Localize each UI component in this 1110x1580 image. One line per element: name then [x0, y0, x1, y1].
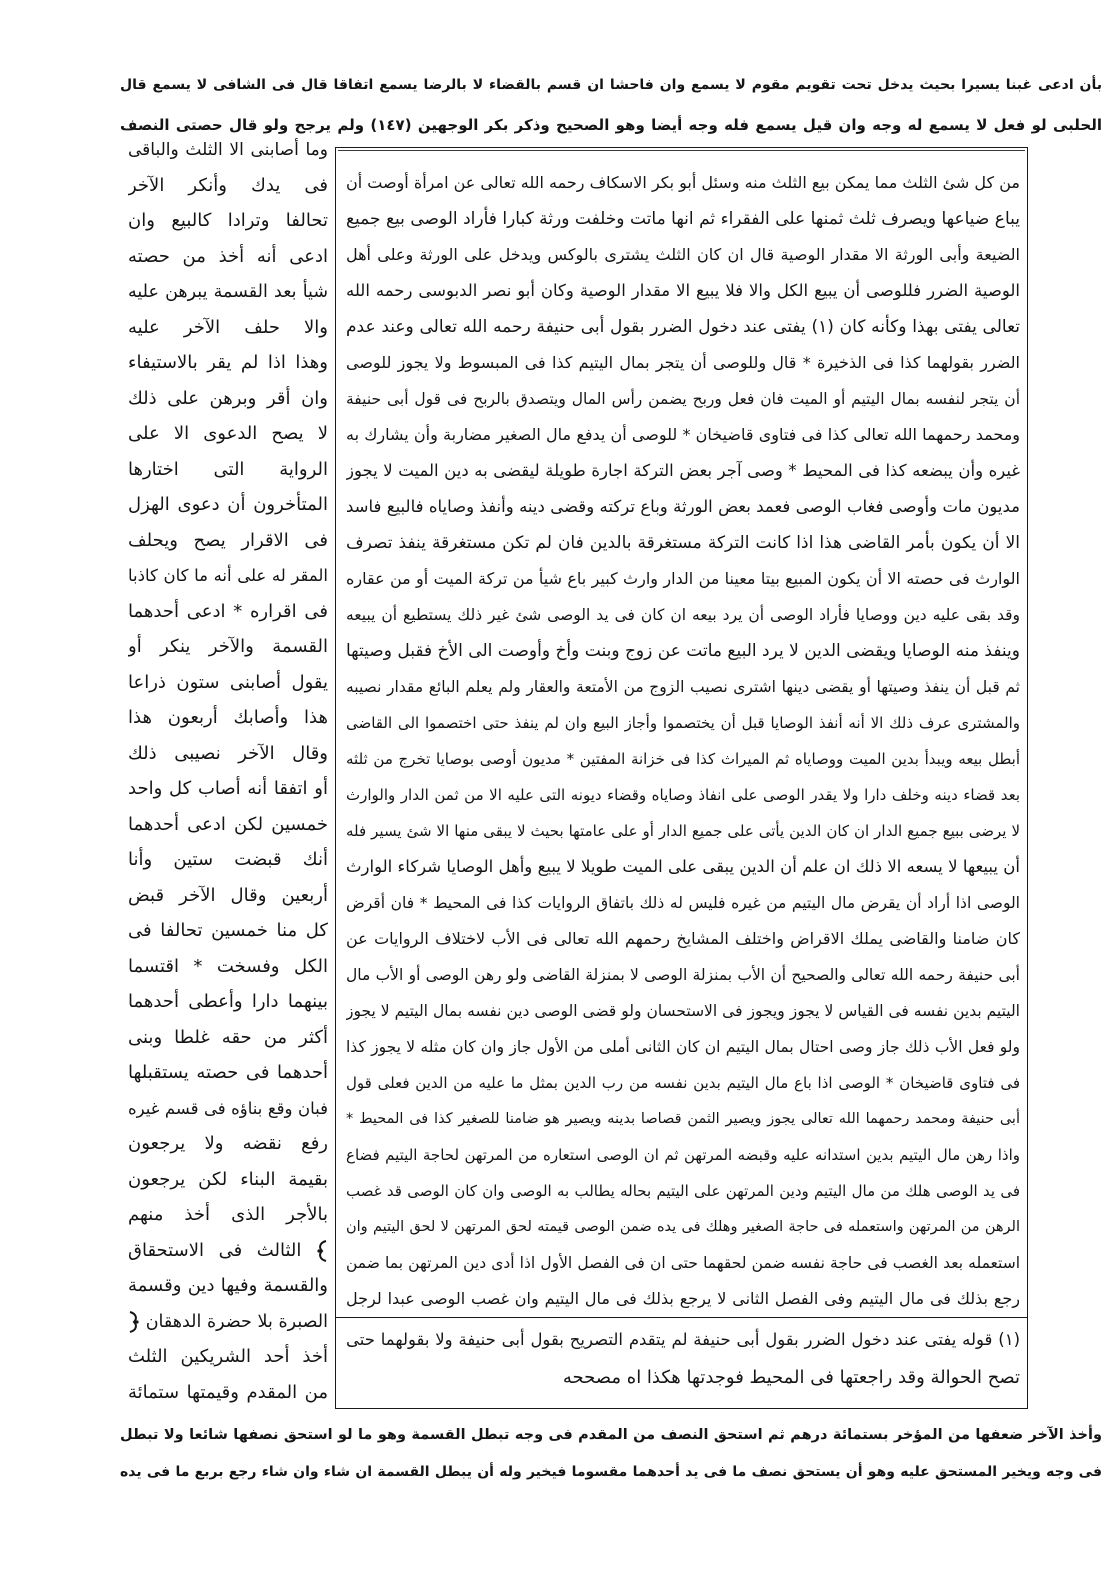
main-text-line: وينفذ منه الوصايا ويقضى الدين لا يرد البيع ماتت عن زوج وبنت وأخ وأوصت الى الأخ فقبل وصيتها	[346, 641, 1020, 661]
main-text-line: فى يد الوصى هلك من مال اليتيم ودين المرتهن على اليتيم بحاله يطالب به الوصى وان كان الوصى قد غصب	[346, 1182, 1020, 1200]
main-text-line: كان ضامنا والقاضى يملك الاقراض واختلف المشايخ رحمهم الله تعالى فى الأب لاختلاف الروايات عن	[346, 929, 1020, 948]
main-text-line: الوصية الضرر فللوصى أن يبيع الكل والا فلا يبيع الا مقدار الوصية وكان أبو نصر الدبوسى رحمه الله	[346, 281, 1020, 300]
margin-note-line: ادعى أنه أخذ من حصته	[128, 246, 328, 267]
margin-note-line: والا حلف الآخر عليه	[128, 317, 328, 338]
margin-note-line: فى اقراره * ادعى أحدهما	[128, 601, 328, 622]
margin-note-line: لا يصح الدعوى الا على	[128, 423, 328, 444]
main-text-line: أن يتجر لنفسه بمال اليتيم أو الميت فان فعل وربح يضمن رأس المال ويتصدق بالربح فى قول أبى حنيفة	[346, 390, 1020, 408]
margin-note-line: يقول أصابنى ستون ذراعا	[128, 672, 328, 693]
main-text-line: الوصى اذا أراد أن يقرض مال اليتيم من غيره فليس له ذلك باتفاق الروايات كذا فى المحيط * فان أقرض	[346, 894, 1020, 912]
margin-note-line: شيأ بعد القسمة يبرهن عليه	[128, 282, 328, 302]
footer-line: فى وجه ويخير المستحق عليه وهو أن يستحق نصف ما فى يد أحدهما مقسوما فيخير وله أن يبطل القسمة ان شاء وان شاء رجع بربع ما فى يده	[120, 1464, 1102, 1480]
main-text-line: ثم قبل أن ينفذ وصيتها أو يقضى دينها اشترى نصيب الزوج من الأمتعة والعقار ولم يعلم البائع مقدار نصيبه	[346, 678, 1020, 696]
margin-note-line: والقسمة وفيها دين وقسمة	[128, 1275, 328, 1296]
main-text-line: واذا رهن مال اليتيم بدين استدانه عليه وقبضه المرتهن ثم ان الوصى استعاره من المرتهن لحاجة اليتيم فضاع	[346, 1146, 1020, 1164]
main-text-line: اليتيم بدين نفسه فى القياس لا يجوز ويجوز فى الاستحسان ولو قضى الوصى دين نفسه بمال اليتيم لا يجوز	[346, 1002, 1020, 1020]
margin-note-line: أو اتفقا أنه أصاب كل واحد	[128, 778, 328, 799]
main-text-line: فى فتاوى قاضيخان * الوصى اذا باع مال اليتيم بدين نفسه من رب الدين بمثل ما عليه من الدين فعلى قول	[346, 1074, 1020, 1092]
ornate-bracket-close-icon	[128, 1311, 140, 1333]
margin-note-line: أربعين وقال الآخر قبض	[128, 885, 328, 906]
main-text-line: الضيعة وأبى الورثة الا مقدار الوصية قال ان كان الثلث يشترى بالوكس ويدخل على الورثة وعلى أهل	[346, 245, 1020, 264]
margin-note-line: أكثر من حقه غلطا وبنى	[128, 1027, 328, 1048]
main-text-line: أن يبيعها لا يسعه الا ذلك ان علم أن الدين يبقى على الميت طويلا لا يبيع وأهل الوصايا شركاء الوارث	[346, 857, 1020, 876]
main-text-line: وقد بقى عليه دين ووصايا فأراد الوصى أن يرد بيعه ان كان فى يد الوصى شئ غير ذلك يستطيع أن يبيعه	[346, 606, 1020, 624]
margin-note-line: من المقدم وقيمتها ستمائة	[128, 1382, 328, 1403]
margin-section-heading-line	[128, 1306, 328, 1338]
header-line: بأن ادعى غبنا يسيرا بحيث يدخل تحت تقويم مقوم لا يسمع وان فاحشا ان قسم بالقضاء لا بالرضا يسمع اتفاقا قال فى الشافى لا يسمع قال	[120, 77, 1102, 93]
main-text-line: تعالى يفتى بهذا وكأنه كان (١) يفتى عند دخول الضرر بقول أبى حنيفة رحمه الله تعالى وعند عدم	[346, 317, 1020, 337]
margin-note-line: تحالفا وترادا كالبيع وان	[128, 210, 328, 231]
footnote-divider	[335, 1317, 1028, 1318]
margin-note-line: بالأجر الذى أخذ منهم	[128, 1204, 328, 1225]
main-text-line: الوارث فى حصته الا أن يكون المبيع بيتا معينا من الدار وارث كبير باع شيأ من تركة الميت أو من عقاره	[346, 569, 1020, 588]
main-text-line: ومحمد رحمهما الله تعالى كذا فى فتاوى قاضيخان * للوصى أن يدفع مال الصغير مضاربة وأن يشارك به	[346, 425, 1020, 444]
main-text-line: يباع ضياعها ويصرف ثلث ثمنها على الفقراء ثم انها ماتت وخلفت ورثة كبارا فأراد الوصى بيع جميع	[346, 209, 1020, 229]
margin-note-line: وقال الآخر نصيبى ذلك	[128, 743, 328, 764]
margin-section-heading-text: الثالث فى الاستحقاق	[128, 1240, 302, 1261]
margin-note-line: بقيمة البناء لكن يرجعون	[128, 1169, 328, 1190]
main-text-line: الرهن من المرتهن واستعمله فى حاجة الصغير وهلك فى يده ضمن الوصى قيمته لحق المرتهن لا لحق اليتيم وان	[346, 1219, 1020, 1235]
footnote-line: تصح الحوالة وقد راجعتها فى المحيط فوجدتها هكذا اه مصححه	[562, 1367, 1020, 1388]
main-text-line: مديون مات وأوصى فغاب الوصى فعمد بعض الورثة وباع تركته وقضى دينه وأنفذ وصاياه فالبيع فاسد	[346, 497, 1020, 516]
main-text-line: والمشترى عرف ذلك الا أنه أنفذ الوصايا قبل أن يختصموا وأجاز البيع وان لم ينفذ حتى اختصموا الى القاضى	[346, 714, 1020, 732]
main-text-line: غيره وأن يبضعه كذا فى المحيط * وصى آجر بعض التركة اجارة طويلة ليقضى به دين الميت لا يجوز	[346, 461, 1020, 480]
margin-note-line: كل منا خمسين تحالفا فى	[128, 920, 328, 941]
main-text-frame-inner-rule	[338, 150, 1025, 151]
margin-note-line: المقر له على أنه ما كان كاذبا	[128, 566, 328, 585]
margin-section-heading-line	[128, 1235, 328, 1267]
margin-note-line: المتأخرون أن دعوى الهزل	[128, 494, 328, 515]
main-text-line: أبى حنيفة رحمه الله تعالى والصحيح أن الأب بمنزلة الوصى لا بمنزلة القاضى ولو رهن الوصى أو الأب مال	[346, 966, 1020, 984]
margin-note-line: أحدهما فى حصته يستقبلها	[128, 1062, 328, 1083]
footnote-line: (١) قوله يفتى عند دخول الضرر بقول أبى حنيفة لم يتقدم التصريح بقول أبى حنيفة ولا بقولهما حتى	[346, 1330, 1020, 1349]
main-text-line: أبى حنيفة ومحمد رحمهما الله تعالى يجوز ويصير الثمن قصاصا بدينه ويصير هو ضامنا للصغير كذا فى المحيط *	[346, 1111, 1020, 1127]
main-text-line: من كل شئ الثلث مما يمكن بيع الثلث منه وسئل أبو بكر الاسكاف رحمه الله تعالى عن امرأة أوصت أن	[346, 173, 1020, 192]
main-text-line: الضرر بقولهما كذا فى الذخيرة * قال وللوصى أن يتجر بمال اليتيم كذا فى المبسوط ولا يجوز للوصى	[346, 353, 1020, 372]
margin-note-line: فى يدك وأنكر الآخر	[128, 175, 328, 196]
ornate-bracket-open-icon	[316, 1240, 328, 1262]
margin-note-line: رفع نقضه ولا يرجعون	[128, 1133, 328, 1154]
margin-note-line: القسمة والآخر ينكر أو	[128, 636, 328, 657]
margin-note-line: الكل وفسخت * اقتسما	[128, 956, 328, 977]
main-text-line: الا أن يكون بأمر القاضى هذا اذا كانت التركة مستغرقة بالدين فان لم تكن مستغرقة ينفذ تصرف	[346, 533, 1020, 553]
margin-note-line: بينهما دارا وأعطى أحدهما	[128, 991, 328, 1012]
margin-note-line: وما أصابنى الا الثلث والباقى	[128, 140, 328, 160]
margin-note-line: الرواية التى اختارها	[128, 459, 328, 480]
margin-section-heading-text: الصبرة بلا حضرة الدهقان	[145, 1312, 328, 1332]
header-line: الحلبى لو فعل لا يسمع له وجه وان قيل يسمع فله وجه أيضا وهو الصحيح وذكر بكر الوجهين (١٤٧) ولم يرجح ولو قال حصتى النصف	[120, 116, 1102, 134]
footer-line: وأخذ الآخر ضعفها من المؤخر بستمائة درهم ثم استحق النصف من المقدم فى وجه تبطل القسمة وهو ما لو استحق نصفها شائعا ولا تبطل	[120, 1427, 1102, 1443]
margin-note-line: فبان وقع بناؤه فى قسم غيره	[128, 1099, 328, 1118]
main-text-line: أبطل بيعه ويبدأ بدين الميت ووصاياه ثم الميراث كذا فى خزانة المفتين * مديون أوصى بوصايا تخرج من ثلثه	[346, 750, 1020, 768]
margin-note-line: فى الاقرار يصح ويحلف	[128, 530, 328, 551]
main-text-line: لا يرضى ببيع جميع الدار ان كان الدين يأتى على جميع الدار أو على عامتها بحيث لا يبقى منها الا شئ يسير فله	[346, 822, 1020, 840]
main-text-line: ولو فعل الأب ذلك جاز وصى احتال بمال اليتيم ان كان الثانى أملى من الأول جاز وان كان مثله لا يجوز كذا	[346, 1038, 1020, 1056]
margin-note-line: وهذا اذا لم يقر بالاستيفاء	[128, 352, 328, 373]
margin-note-line: خمسين لكن ادعى أحدهما	[128, 814, 328, 835]
margin-note-line: وان أقر وبرهن على ذلك	[128, 388, 328, 409]
margin-note-line: هذا وأصابك أربعون هذا	[128, 707, 328, 728]
margin-note-line: أخذ أحد الشريكين الثلث	[128, 1346, 328, 1367]
main-text-line: رجع بذلك فى مال اليتيم وفى الفصل الثانى لا يرجع بذلك فى مال اليتيم وان غصب الوصى عبدا لرجل	[346, 1289, 1020, 1308]
main-text-line: بعد قضاء دينه وخلف دارا ولا يقدر الوصى على انفاذ وصاياه وقضاء ديونه التى عليه الا من ثمن الدار والوارث	[346, 786, 1020, 804]
main-text-line: استعمله بعد الغصب فى حاجة نفسه ضمن لحقهما حتى ان فى الفصل الأول اذا أدى دين المرتهن بما ضمن	[346, 1254, 1020, 1272]
margin-note-line: أنك قبضت ستين وأنا	[128, 849, 328, 870]
